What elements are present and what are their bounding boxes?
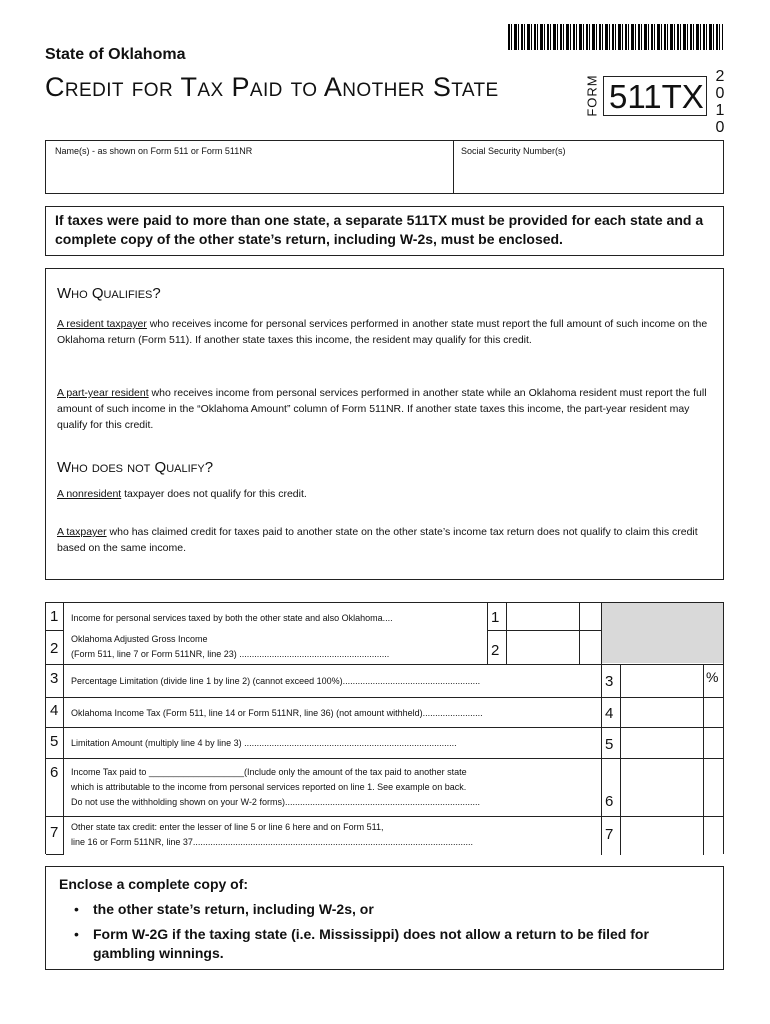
name-label: Name(s) - as shown on Form 511 or Form 511NR [55, 146, 253, 156]
line-3-box-number: 3 [605, 673, 614, 690]
ssn-label: Social Security Number(s) [461, 146, 566, 156]
enclose-title: Enclose a complete copy of: [59, 876, 249, 892]
state-name: State of Oklahoma [45, 46, 186, 63]
line-5-label: Limitation Amount (multiply line 4 by line 3) ..................................................................................... [71, 738, 457, 748]
form-year: 2 0 1 0 [715, 68, 725, 136]
who-qualifies-heading: Who Qualifies? [57, 285, 161, 302]
qualification-box [45, 268, 724, 580]
line-1-amount-field[interactable] [507, 604, 578, 629]
line-2-number: 2 [50, 640, 59, 657]
line-5-number: 5 [50, 733, 59, 750]
form-number: 511TX [609, 78, 704, 115]
line-6-box-number: 6 [605, 793, 614, 810]
line-7-box-number: 7 [605, 826, 614, 843]
line-2-amount-field[interactable] [507, 631, 578, 663]
taxpayer-paragraph: A taxpayer who has claimed credit for taxes paid to another state on the other state’s income tax return does not qualify to claim this credit based on the same income. [57, 526, 698, 554]
line-7-number: 7 [50, 824, 59, 841]
enclose-bullet-1: • the other state’s return, including W-2s, or [74, 901, 374, 917]
line-3-percent-field[interactable] [621, 665, 703, 696]
line-6-amount-field[interactable] [621, 759, 703, 816]
line-6-number: 6 [50, 764, 59, 781]
line-1-label: Income for personal services taxed by both the other state and also Oklahoma.... [71, 613, 393, 623]
line-4-amount-field[interactable] [621, 698, 703, 727]
resident-paragraph: A resident taxpayer who receives income for personal services performed in another state must report the full amount of such income on the Oklahoma return (Form 511). If another state taxes this income, the resident may qualify for this credit. [57, 318, 708, 346]
form-number-box [603, 76, 707, 116]
line-7-amount-field[interactable] [621, 817, 703, 854]
enclose-bullet-2: • Form W-2G if the taxing state (i.e. Mississippi) does not allow a return to be filed for gambling winnings. [74, 926, 649, 961]
enclose-box [45, 866, 724, 970]
name-field[interactable] [46, 156, 451, 192]
line-5-box-number: 5 [605, 736, 614, 753]
line-4-box-number: 4 [605, 705, 614, 722]
computation-table [45, 602, 724, 854]
barcode [508, 24, 723, 50]
line-2-box-number: 2 [491, 642, 500, 659]
line-3-number: 3 [50, 670, 59, 687]
line-2-label: Oklahoma Adjusted Gross Income (Form 511, line 7 or Form 511NR, line 23) ............................................................ [71, 634, 390, 659]
line-4-label: Oklahoma Income Tax (Form 511, line 14 or Form 511NR, line 36) (not amount withheld)........................ [71, 708, 483, 718]
ssn-field[interactable] [454, 156, 722, 192]
line-3-label: Percentage Limitation (divide line 1 by line 2) (cannot exceed 100%)....................................................... [71, 676, 481, 686]
line-1-box-number: 1 [491, 609, 500, 626]
part-year-paragraph: A part-year resident who receives income from personal services performed in another state while an Oklahoma resident must report the full amount of such income in the “Oklahoma Amount” column of Form 511NR. If another state taxes this income, the part-year resident may qualify for this credit. [57, 387, 707, 431]
line-4-number: 4 [50, 702, 59, 719]
nonresident-paragraph: A nonresident taxpayer does not qualify for this credit. [57, 488, 307, 500]
line-5-amount-field[interactable] [621, 728, 703, 758]
line-1-number: 1 [50, 608, 59, 625]
notice-box: If taxes were paid to more than one state, a separate 511TX must be provided for each state and a complete copy of the other state’s return, including W-2s, must be enclosed. [45, 206, 724, 256]
form-word: FORM [584, 74, 600, 117]
line-7-label: Other state tax credit: enter the lesser of line 5 or line 6 here and on Form 511, line 16 or Form 511NR, line 37................................................................................................................ [71, 822, 473, 847]
line-6-label: Income Tax paid to ___________________(Include only the amount of the tax paid to another state which is attributable to the income from personal services reported on line 1. See example on back. Do not use the withholding shown on your W-2 forms).............................................................................. [71, 767, 480, 807]
percent-sign: % [706, 669, 719, 685]
who-not-qualify-heading: Who does not Qualify? [57, 459, 214, 476]
form-title: Credit for Tax Paid to Another State [45, 72, 499, 102]
